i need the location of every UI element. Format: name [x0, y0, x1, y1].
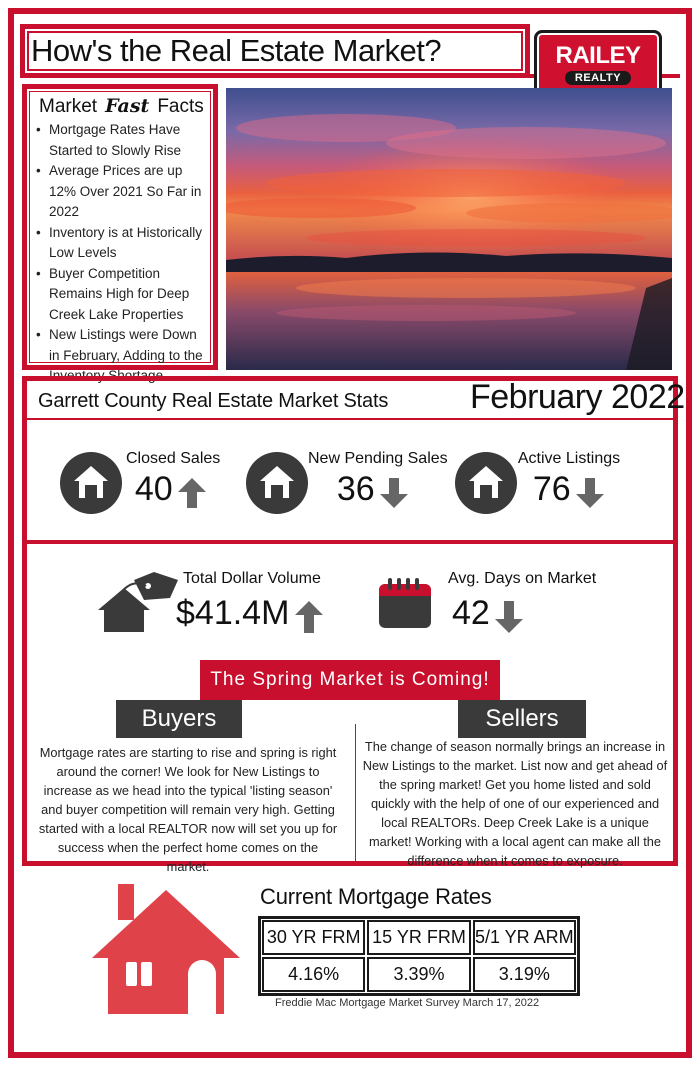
- table-cell: 3.19%: [473, 957, 576, 992]
- spring-market-banner: The Spring Market is Coming!: [200, 660, 500, 700]
- days-on-market-stat: [378, 570, 618, 640]
- house-icon: [455, 452, 517, 514]
- arrow-up-icon: [294, 600, 324, 639]
- stats-title: Garrett County Real Estate Market Stats: [38, 390, 389, 412]
- pending-sales-value: 36: [336, 470, 375, 508]
- list-item: • New Listings were Down in February, Adding to the Inventory Shortage: [33, 325, 207, 387]
- arrow-down-icon: [494, 600, 524, 639]
- red-house-icon: [88, 884, 244, 1021]
- list-item: • Mortgage Rates Have Started to Slowly Rise: [33, 120, 207, 161]
- house-icon: [60, 452, 122, 514]
- mortgage-rates-table: [258, 916, 580, 996]
- dollar-volume-stat: [98, 570, 338, 640]
- facts-heading: Market Fast Facts: [39, 95, 204, 117]
- market-facts-box: [22, 84, 218, 383]
- list-item: • Inventory is at Historically Low Levels: [33, 223, 207, 264]
- logo-main-text: RAILEY: [555, 41, 641, 69]
- list-item: • Buyer Competition Remains High for Deep Creek Lake Properties: [33, 264, 207, 326]
- closed-sales-value: 40: [134, 470, 173, 508]
- arrow-down-icon: [575, 477, 605, 514]
- sellers-heading: Sellers: [458, 700, 586, 738]
- arrow-down-icon: [379, 477, 409, 514]
- closed-sales-label: Closed Sales: [126, 450, 221, 467]
- pending-sales-label: New Pending Sales: [308, 450, 448, 467]
- table-header-cell: 15 YR FRM: [367, 920, 470, 955]
- dollar-volume-label: Total Dollar Volume: [183, 570, 321, 587]
- facts-heading-fast: Fast: [105, 95, 150, 117]
- stats-month: February 2022: [470, 378, 685, 416]
- house-price-tag-icon: [98, 570, 180, 639]
- title-box: [20, 24, 530, 78]
- mortgage-source-note: Freddie Mac Mortgage Market Survey March 17, 2022: [275, 997, 540, 1009]
- sunset-lake-photo: [226, 88, 672, 370]
- dollar-volume-value: $41.4M: [176, 594, 290, 632]
- days-on-market-value: 42: [452, 594, 490, 632]
- active-listings-value: 76: [532, 470, 571, 508]
- calendar-icon: [378, 576, 432, 635]
- logo-sub-text: REALTY: [565, 71, 631, 85]
- house-icon: [246, 452, 308, 514]
- facts-list: [33, 120, 207, 387]
- page-title: How's the Real Estate Market?: [31, 33, 442, 68]
- active-listings-label: Active Listings: [517, 450, 621, 467]
- sellers-text: The change of season normally brings an increase in New Listings to the market. List now and get ahead of the spring market! Get you home listed and sold quickly with the help of one of our experienced and local REALTORs. Deep Creek Lake is a unique market! Working with a local agent can make all the difference when it comes to exposure.: [362, 739, 668, 868]
- table-cell: 4.16%: [262, 957, 365, 992]
- table-cell: 3.39%: [367, 957, 470, 992]
- buyers-heading: Buyers: [116, 700, 242, 738]
- mortgage-rates-title: Current Mortgage Rates: [260, 884, 492, 909]
- list-item: • Average Prices are up 12% Over 2021 So Far in 2022: [33, 161, 207, 223]
- arrow-up-icon: [177, 477, 207, 514]
- days-on-market-label: Avg. Days on Market: [448, 570, 597, 587]
- table-header-cell: 5/1 YR ARM: [473, 920, 576, 955]
- buyers-text: Mortgage rates are starting to rise and spring is right around the corner! We look for New Listings to increase as we head into the typical 'listing season' and buyer competition will remain very high. Getting started with a local REALTOR now will set you up for success when the perfect home comes on the market.: [38, 745, 338, 874]
- table-header-cell: 30 YR FRM: [262, 920, 365, 955]
